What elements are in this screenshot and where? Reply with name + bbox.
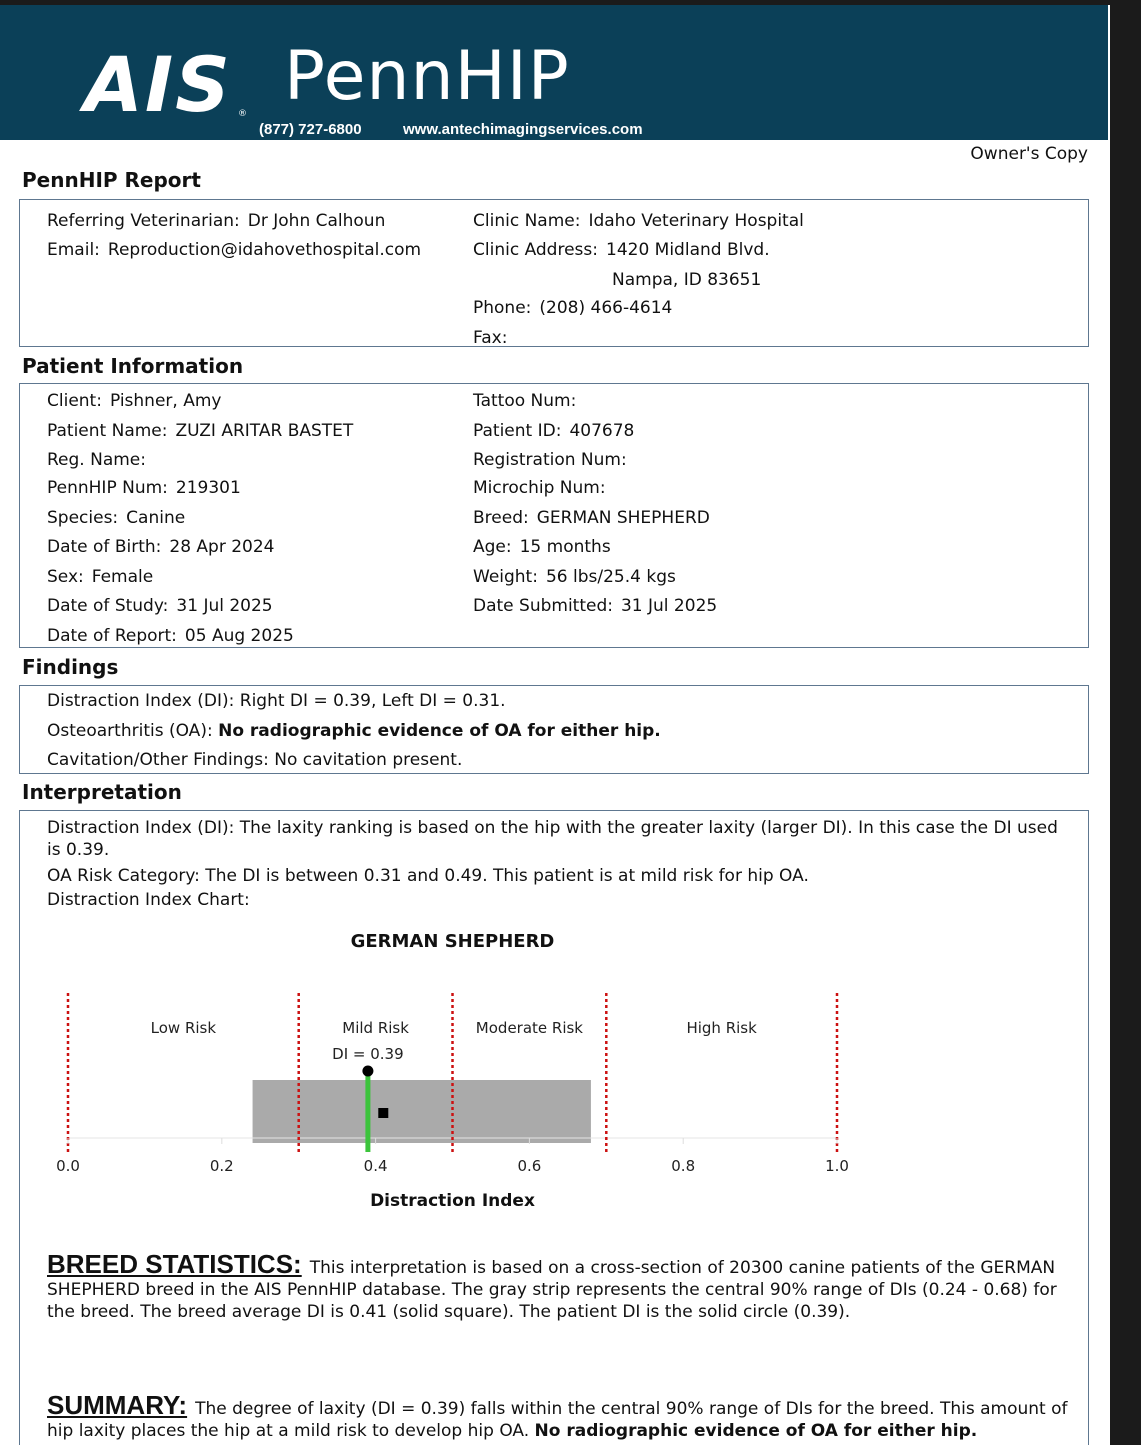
clinic-fax: Fax: [473, 328, 508, 348]
patient-name-field: Patient Name: ZUZI ARITAR BASTET [47, 421, 354, 441]
owners-copy-label: Owner's Copy [970, 144, 1088, 164]
findings-cavitation: Cavitation/Other Findings: No cavitation present. [47, 750, 463, 770]
chart-title: GERMAN SHEPHERD [350, 931, 555, 952]
findings-di: Distraction Index (DI): Right DI = 0.39, Left DI = 0.31. [47, 691, 506, 711]
study-date-field: Date of Study: 31 Jul 2025 [47, 596, 273, 616]
ais-logo: AIS [84, 40, 232, 129]
registration-num-field: Registration Num: [473, 450, 627, 470]
header-phone: (877) 727-6800 [259, 121, 362, 138]
x-tick-label-1: 0.2 [209, 1157, 234, 1175]
patient-di-point [362, 1066, 373, 1077]
breed-average-marker [378, 1108, 388, 1118]
microchip-field: Microchip Num: [473, 478, 606, 498]
x-tick-label-2: 0.4 [363, 1157, 388, 1175]
interp-risk-text: OA Risk Category: The DI is between 0.31 and 0.49. This patient is at mild risk for hip OA. [47, 866, 809, 886]
breed-statistics-text: This interpretation is based on a cross-section of 20300 canine patients of the GERMAN SHEPHERD breed in the AIS PennHIP database. The gray strip represents the central 90% range of DIs (0.24 - 0.68) for the breed. The breed average DI is 0.41 (solid square). The patient DI is the solid circle (0.39). [47, 1258, 1057, 1322]
breed-statistics [47, 1249, 1072, 1323]
patient-di-label: DI = 0.39 [332, 1045, 404, 1063]
sex-field: Sex: Female [47, 567, 154, 587]
interp-di-text: Distraction Index (DI): The laxity ranking is based on the hip with the greater laxity (larger DI). In this case the DI used is 0.39. [47, 818, 1058, 860]
pennhip-logo: PennHIP [284, 37, 570, 116]
clinic-address: Clinic Address: 1420 Midland Blvd. [473, 240, 770, 260]
summary-bold-text: No radiographic evidence of OA for either hip. [534, 1421, 978, 1441]
breed-statistics-heading: BREED STATISTICS: [47, 1249, 302, 1279]
summary-heading: SUMMARY: [47, 1390, 188, 1420]
submitted-date-field: Date Submitted: 31 Jul 2025 [473, 596, 718, 616]
risk-zone-label-1: Mild Risk [342, 1019, 409, 1037]
risk-zone-label-2: Moderate Risk [475, 1019, 584, 1037]
header-website: www.antechimagingservices.com [403, 121, 643, 138]
report-page [0, 5, 1110, 1445]
interpretation-title: Interpretation [22, 780, 182, 804]
breed-range-strip [253, 1080, 591, 1143]
patient-id-field: Patient ID: 407678 [473, 421, 635, 441]
risk-zone-label-3: High Risk [686, 1019, 757, 1037]
clinic-name: Clinic Name: Idaho Veterinary Hospital [473, 211, 804, 231]
referring-vet: Referring Veterinarian: Dr John Calhoun [47, 211, 386, 231]
findings-title: Findings [22, 655, 119, 679]
clinic-email: Email: Reproduction@idahovethospital.com [47, 240, 422, 260]
x-axis-label: Distraction Index [370, 1191, 535, 1211]
distraction-index-chart [0, 5, 1110, 1445]
pennhip-num-field: PennHIP Num: 219301 [47, 478, 241, 498]
findings-oa: Osteoarthritis (OA): No radiographic evidence of OA for either hip. [47, 721, 661, 741]
patient-info-title: Patient Information [22, 354, 244, 378]
breed-field: Breed: GERMAN SHEPHERD [473, 508, 710, 528]
interp-chart-label: Distraction Index Chart: [47, 890, 250, 910]
tattoo-field: Tattoo Num: [473, 391, 577, 411]
clinic-address-line2: Nampa, ID 83651 [612, 270, 762, 290]
x-tick-label-3: 0.6 [517, 1157, 542, 1175]
x-tick-label-0: 0.0 [56, 1157, 80, 1175]
clinic-phone: Phone: (208) 466-4614 [473, 298, 673, 318]
summary-text: The degree of laxity (DI = 0.39) falls within the central 90% range of DIs for the breed. This amount of hip laxity places the hip at a mild risk to develop hip OA. [47, 1399, 1068, 1441]
client-field: Client: Pishner, Amy [47, 391, 222, 411]
report-title: PennHIP Report [22, 168, 201, 192]
x-tick-label-5: 1.0 [825, 1157, 849, 1175]
summary [47, 1390, 1072, 1442]
reg-name-field: Reg. Name: [47, 450, 146, 470]
dob-field: Date of Birth: 28 Apr 2024 [47, 537, 275, 557]
report-date-field: Date of Report: 05 Aug 2025 [47, 626, 294, 646]
x-tick-label-4: 0.8 [671, 1157, 696, 1175]
risk-zone-label-0: Low Risk [150, 1019, 217, 1037]
species-field: Species: Canine [47, 508, 186, 528]
age-field: Age: 15 months [473, 537, 611, 557]
weight-field: Weight: 56 lbs/25.4 kgs [473, 567, 676, 587]
registered-mark: ® [238, 109, 247, 119]
